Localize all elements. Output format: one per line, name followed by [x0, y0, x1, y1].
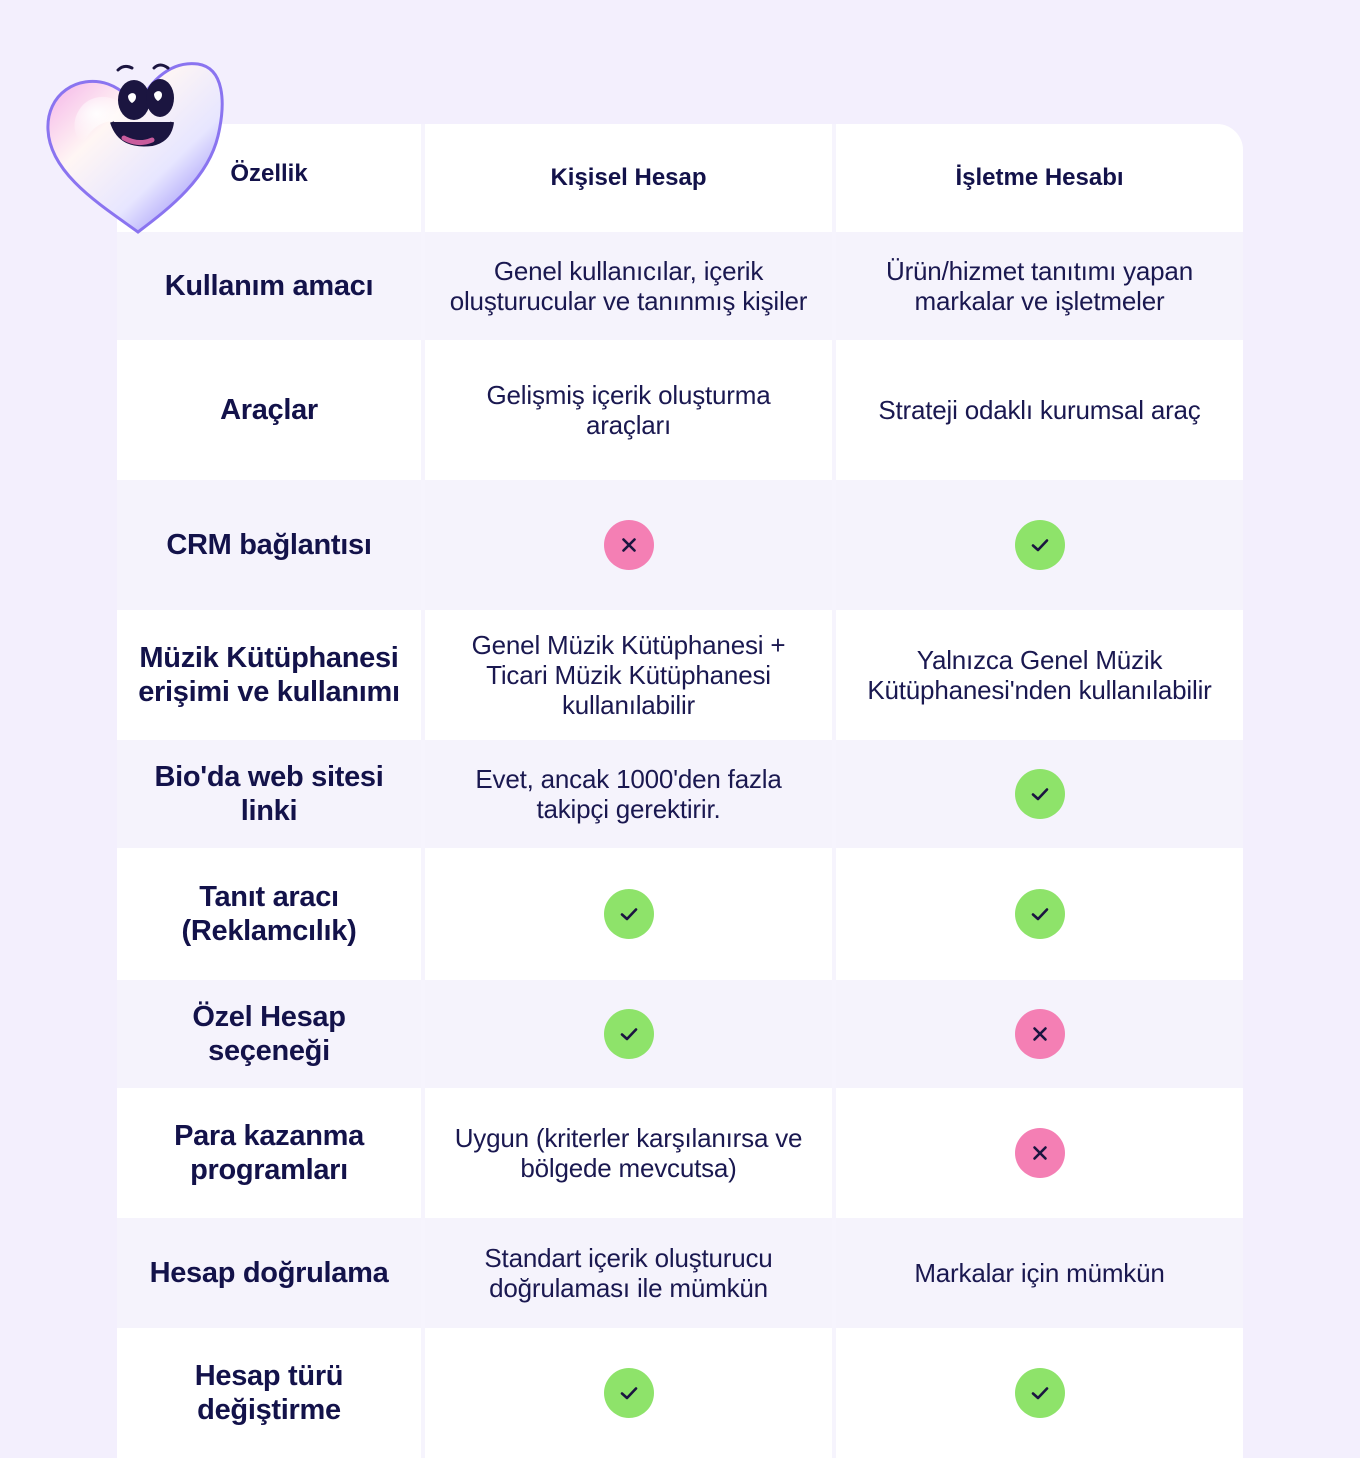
feature-cell	[117, 1328, 421, 1458]
feature-text: Müzik Kütüphanesi erişimi ve kullanımı	[138, 642, 400, 708]
header-personal-label: Kişisel Hesap	[550, 164, 707, 191]
check-icon	[1015, 520, 1065, 570]
personal-value-text: Genel kullanıcılar, içerik oluşturucular ve tanınmış kişiler	[449, 256, 808, 316]
cross-icon	[604, 520, 654, 570]
personal-value-cell	[425, 480, 832, 610]
check-icon	[1015, 889, 1065, 939]
check-icon	[604, 1009, 654, 1059]
business-value-text: Ürün/hizmet tanıtımı yapan markalar ve işletmeler	[886, 256, 1193, 316]
personal-value-cell	[425, 1218, 832, 1328]
table-row	[117, 480, 1243, 610]
header-feature-label: Özellik	[230, 160, 308, 187]
business-value-cell	[836, 740, 1243, 848]
business-value-cell	[836, 848, 1243, 980]
check-icon	[1015, 1368, 1065, 1418]
feature-cell	[117, 340, 421, 480]
personal-value-text: Genel Müzik Kütüphanesi + Ticari Müzik Kütüphanesi kullanılabilir	[471, 630, 786, 720]
business-value-cell	[836, 1088, 1243, 1218]
feature-text: Para kazanma programları	[174, 1120, 364, 1186]
feature-text: Hesap türü değiştirme	[194, 1360, 344, 1426]
feature-cell	[117, 980, 421, 1088]
feature-cell	[117, 610, 421, 740]
comparison-table	[117, 124, 1243, 1458]
table-row	[117, 610, 1243, 740]
business-value-text: Markalar için mümkün	[914, 1258, 1165, 1288]
personal-value-cell	[425, 610, 832, 740]
personal-value-cell	[425, 1328, 832, 1458]
personal-value-cell	[425, 232, 832, 340]
business-value-cell	[836, 1328, 1243, 1458]
header-cell-personal	[425, 124, 832, 232]
feature-cell	[117, 232, 421, 340]
feature-cell	[117, 1088, 421, 1218]
heart-mascot-icon	[42, 56, 228, 238]
table-row	[117, 848, 1243, 980]
personal-value-cell	[425, 980, 832, 1088]
table-row	[117, 340, 1243, 480]
personal-value-cell	[425, 1088, 832, 1218]
check-icon	[604, 1368, 654, 1418]
personal-value-text: Uygun (kriterler karşılanırsa ve bölgede mevcutsa)	[454, 1123, 803, 1183]
feature-text: Özel Hesap seçeneği	[192, 1001, 346, 1067]
business-value-cell	[836, 340, 1243, 480]
feature-cell	[117, 1218, 421, 1328]
personal-value-cell	[425, 848, 832, 980]
cross-icon	[1015, 1128, 1065, 1178]
business-value-text: Strateji odaklı kurumsal araç	[878, 395, 1201, 425]
cross-icon	[1015, 1009, 1065, 1059]
table-row	[117, 1328, 1243, 1458]
business-value-cell	[836, 980, 1243, 1088]
feature-cell	[117, 480, 421, 610]
feature-text: Araçlar	[220, 394, 318, 426]
feature-text: Hesap doğrulama	[149, 1257, 389, 1289]
table-row	[117, 980, 1243, 1088]
table-row	[117, 232, 1243, 340]
feature-text: CRM bağlantısı	[166, 529, 372, 561]
feature-cell	[117, 740, 421, 848]
business-value-cell	[836, 480, 1243, 610]
table-row	[117, 740, 1243, 848]
feature-text: Kullanım amacı	[164, 270, 374, 302]
table-row	[117, 1218, 1243, 1328]
personal-value-text: Gelişmiş içerik oluşturma araçları	[486, 380, 771, 440]
personal-value-text: Standart içerik oluşturucu doğrulaması ile mümkün	[484, 1243, 773, 1303]
business-value-cell	[836, 232, 1243, 340]
business-value-cell	[836, 1218, 1243, 1328]
header-business-label: İşletme Hesabı	[955, 164, 1124, 191]
header-row	[117, 124, 1243, 232]
check-icon	[1015, 769, 1065, 819]
personal-value-cell	[425, 340, 832, 480]
business-value-cell	[836, 610, 1243, 740]
personal-value-text: Evet, ancak 1000'den fazla takipçi gerektirir.	[475, 764, 782, 824]
header-cell-business	[836, 124, 1243, 232]
feature-text: Bio'da web sitesi linki	[154, 761, 384, 827]
table-row	[117, 1088, 1243, 1218]
check-icon	[604, 889, 654, 939]
feature-text: Tanıt aracı (Reklamcılık)	[181, 881, 357, 947]
personal-value-cell	[425, 740, 832, 848]
feature-cell	[117, 848, 421, 980]
business-value-text: Yalnızca Genel Müzik Kütüphanesi'nden kullanılabilir	[867, 645, 1212, 705]
